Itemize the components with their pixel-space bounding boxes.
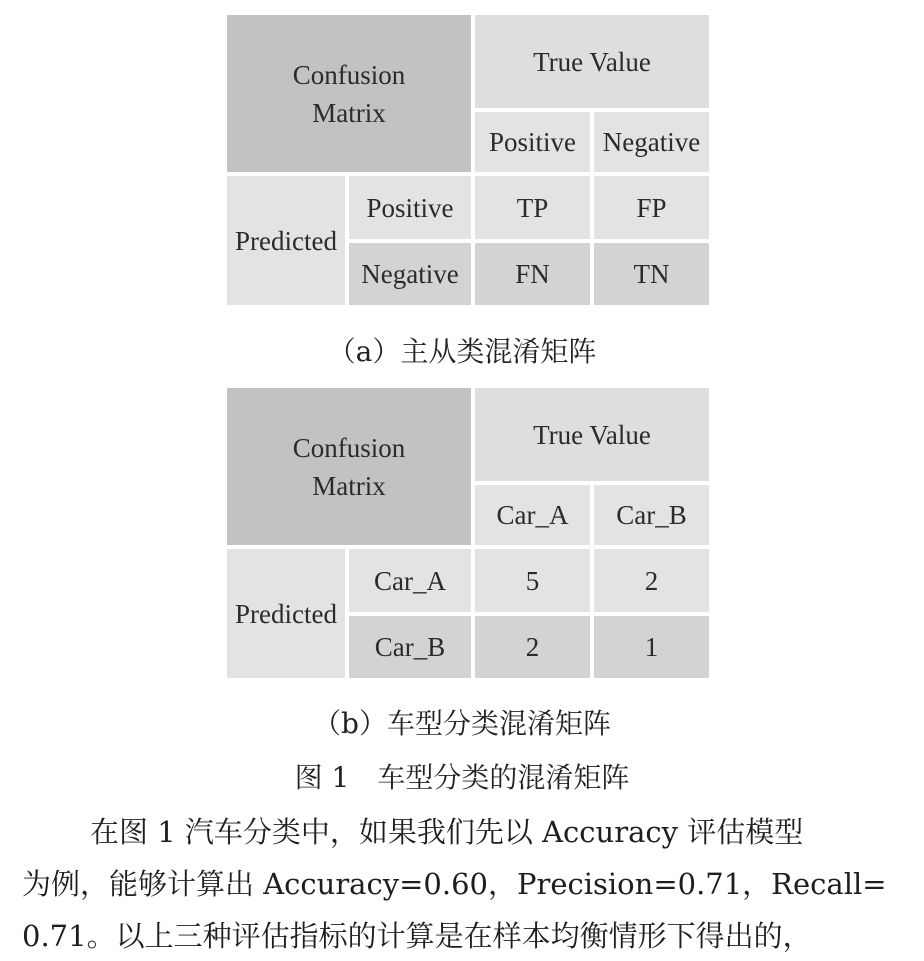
predicted-label: Predicted [227,549,345,678]
cell-a-a: 5 [475,549,590,612]
corner-cell [227,388,471,545]
cell-b-a: 2 [475,616,590,678]
cell-a-b: 2 [594,549,709,612]
row-header-car-a: Car_A [349,549,471,612]
true-value-header: True Value [475,388,709,481]
column-header-car-b: Car_B [594,485,709,545]
corner-label-line1: Confusion [292,59,406,90]
cell-tp: TP [475,176,590,239]
caption-b: （b）车型分类混淆矩阵 [313,707,611,740]
column-header-car-a: Car_A [475,485,590,545]
paragraph-line-1: 在图 1 汽车分类中，如果我们先以 Accuracy 评估模型 [90,815,804,849]
corner-label-line2: Matrix [312,97,386,128]
cell-b-b: 1 [594,616,709,678]
column-header-negative: Negative [594,112,709,172]
predicted-label: Predicted [227,176,345,305]
row-header-positive: Positive [349,176,471,239]
corner-label-line2: Matrix [312,470,386,501]
caption-a: （a）主从类混淆矩阵 [327,335,597,368]
confusion-matrix-a [227,15,709,305]
figure-caption: 图 1 车型分类的混淆矩阵 [294,761,630,794]
cell-fp: FP [594,176,709,239]
cell-tn: TN [594,243,709,305]
column-header-positive: Positive [475,112,590,172]
corner-label-line1: Confusion [292,432,406,463]
row-header-negative: Negative [349,243,471,305]
confusion-matrix-b [227,388,709,678]
cell-fn: FN [475,243,590,305]
row-header-car-b: Car_B [349,616,471,678]
paragraph-line-2: 为例，能够计算出 Accuracy=0.60，Precision=0.71，Recall= [22,867,887,901]
paragraph-line-3: 0.71。以上三种评估指标的计算是在样本均衡情形下得出的， [22,919,812,953]
true-value-header: True Value [475,15,709,108]
corner-cell [227,15,471,172]
